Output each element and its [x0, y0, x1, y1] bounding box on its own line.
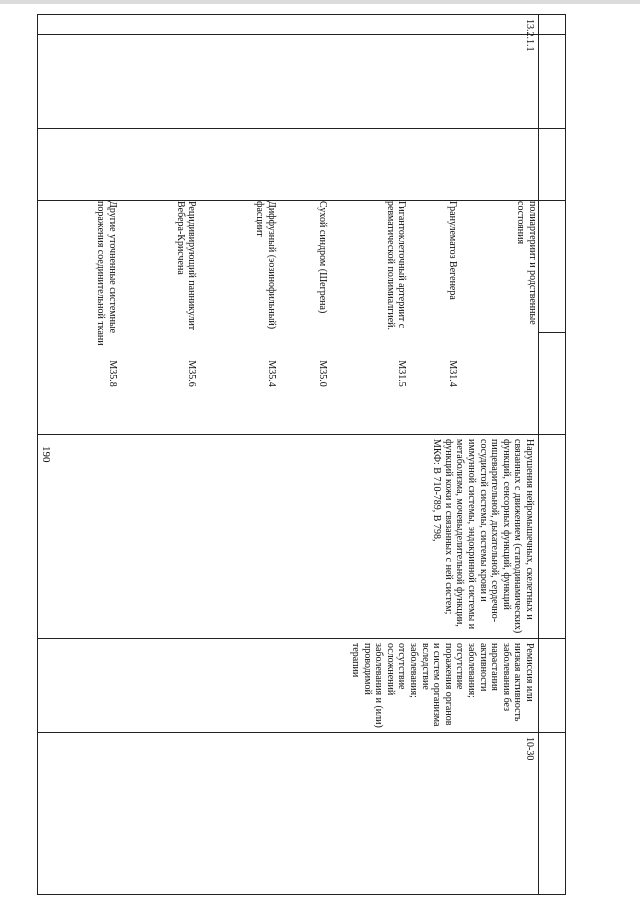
disease-code — [458, 356, 538, 434]
empty-cell — [539, 201, 566, 333]
empty-cell — [38, 35, 539, 129]
disease-name: полиартериит и родственные состояния — [515, 201, 538, 325]
functions-cell — [38, 435, 539, 639]
functions-text: Нарушения нейромышечных, скелетных и связанных с движением (статодинамических) функций, сенсорных функций, функций пищеварительной, дыхательной, сердечно-сосудистой системы, системы крови и иммунной системы, эндокринной системы и метаболизма, мочевыделительной функции, функций кожи и связанных с ней систем; — [442, 439, 535, 634]
disease-code: M35.8 — [106, 360, 118, 387]
disease-row — [328, 201, 408, 434]
disease-name: Гигантоклеточный артериит с ревматической полимиалгией. — [384, 201, 408, 331]
disease-row — [407, 201, 458, 434]
disease-row — [118, 201, 198, 434]
table-row-main — [38, 15, 539, 895]
disease-row — [277, 201, 328, 434]
disease-list-cell — [38, 201, 539, 435]
page-number: 190 — [40, 446, 52, 463]
disease-name: Сухой синдром (Шегрена) — [316, 201, 328, 314]
disease-name: Другие уточненные системные поражения соединительной ткани — [95, 201, 118, 346]
disease-code: M35.0 — [316, 360, 328, 387]
disease-code: M31.5 — [396, 360, 408, 387]
empty-cell — [539, 333, 566, 435]
table-row-empty — [539, 15, 566, 895]
empty-cell — [539, 639, 566, 733]
empty-cell — [38, 129, 539, 201]
disease-name: Диффузный (эозинофильный) фасциит — [254, 201, 277, 330]
empty-cell — [539, 15, 566, 35]
disability-criteria-table — [66, 14, 566, 894]
disease-row — [458, 201, 538, 434]
empty-cell — [539, 129, 566, 201]
empty-cell — [539, 733, 566, 895]
icf-codes: МКФ: В 710-789, В 798, — [431, 439, 443, 542]
scan-edge — [0, 0, 640, 4]
disease-name: Рецидивирующий панникулит Вебера-Крисчена — [174, 201, 198, 331]
disease-code: M35.4 — [265, 360, 277, 387]
disease-row — [197, 201, 277, 434]
empty-cell — [539, 35, 566, 129]
criteria-cell: Ремиссия или низкая активность заболевания без нарастания активности заболевания; отсутствие поражения органов и систем организма вследствие заболевания; отсутствие осложнений заболевания и (или) проводимой терапии — [38, 639, 539, 733]
disease-row — [38, 201, 118, 434]
disease-list — [38, 201, 538, 434]
row-code-cell: 13.2.1.1 — [38, 15, 539, 35]
percent-cell: 10-30 — [38, 733, 539, 895]
disease-code: M35.6 — [186, 360, 198, 387]
disease-name: Гранулематоз Вегенера — [447, 201, 459, 300]
disease-code: M31.4 — [447, 360, 459, 387]
empty-cell — [539, 435, 566, 639]
